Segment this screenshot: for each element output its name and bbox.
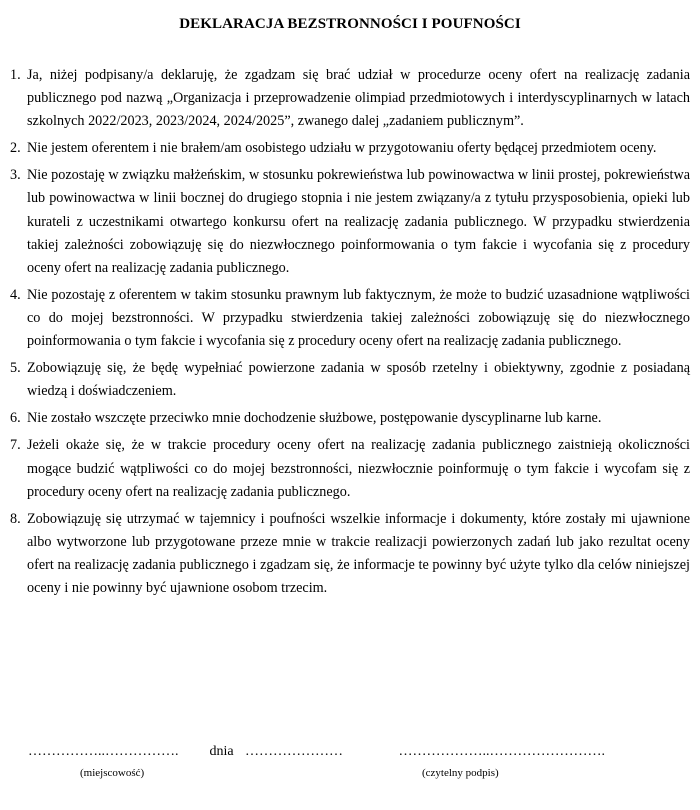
item-text: Nie pozostaję w związku małżeńskim, w stosunku pokrewieństwa lub powinowactwa w linii prostej, pokrewieństwa lub powinowactwa w linii bocznej do drugiego stopnia i nie jestem związany/a z tytułu przysposobienia, opieki lub kurateli z uczestnikami otwartego konkursu ofert na realizację zadania publicznego. W przypadku stwierdzenia takiej zależności zobowiązuję się do niezwłocznego poinformowania o tym fakcie i wycofania się z procedury oceny ofert na realizację zadania publicznego.	[27, 167, 690, 276]
item-number: 6.	[10, 410, 21, 427]
item-number: 8.	[10, 510, 21, 527]
signature-caption: (czytelny podpis)	[422, 767, 499, 779]
place-caption: (miejscowość)	[80, 767, 145, 779]
place-field[interactable]: ……………..…………….	[28, 744, 179, 759]
document-title: DEKLARACJA BEZSTRONNOŚCI I POUFNOŚCI	[179, 16, 521, 32]
item-number: 4.	[10, 286, 21, 303]
item-number: 1.	[10, 67, 21, 83]
declaration-item-3	[10, 164, 690, 279]
declaration-list	[10, 64, 690, 604]
item-text: Ja, niżej podpisany/a deklaruję, że zgadzam się brać udział w procedurze oceny ofert na realizację zadania publicznego pod nazwą „Organizacja i przeprowadzenie olimpiad przedmiotowych i interdyscyplinarnych w latach szkolnych 2022/2023, 2023/2024, 2024/2025”, zwanego dalej „zadaniem publicznym”.	[27, 67, 690, 130]
declaration-item-1	[10, 64, 690, 133]
declaration-item-2	[10, 137, 690, 160]
item-text: Zobowiązuję się, że będę wypełniać powierzone zadania w sposób rzetelny i obiektywny, zgodnie z posiadaną wiedzą i doświadczeniem.	[27, 360, 690, 400]
item-number: 2.	[10, 140, 21, 157]
item-number: 3.	[10, 167, 21, 184]
item-text: Nie jestem oferentem i nie brałem/am osobistego udziału w przygotowaniu oferty będącej przedmiotem oceny.	[27, 140, 657, 157]
declaration-item-4	[10, 284, 690, 353]
signature-field[interactable]: ………………..…………………….	[398, 744, 605, 759]
item-number: 5.	[10, 360, 21, 377]
item-text: Zobowiązuję się utrzymać w tajemnicy i poufności wszelkie informacje i dokumenty, które zostały mi ujawnione albo wytworzone lub przygotowane przeze mnie w trakcie realizacji powierzonych zadań lub jako rezultat oceny ofert na realizację zadania publicznego i zgadzam się, że informacje te powinny być użyte tylko dla celów niniejszej oceny i nie powinny być ujawnione osobom trzecim.	[27, 510, 690, 596]
declaration-item-8	[10, 508, 690, 600]
declaration-item-5	[10, 357, 690, 403]
declaration-item-7	[10, 434, 690, 503]
item-text: Jeżeli okaże się, że w trakcie procedury oceny ofert na realizację zadania publicznego zaistnieją okoliczności mogące budzić wątpliwości co do mojej bezstronności, niezwłocznie poinformuję o tym fakcie i wycofam się z procedury oceny ofert na realizację zadania publicznego.	[27, 437, 690, 500]
item-text: Nie zostało wszczęte przeciwko mnie dochodzenie służbowe, postępowanie dyscyplinarne lub karne.	[27, 410, 602, 427]
item-text: Nie pozostaję z oferentem w takim stosunku prawnym lub faktycznym, że może to budzić uzasadnione wątpliwości co do mojej bezstronności. W przypadku stwierdzenia takiej zależności zobowiązuję się do niezwłocznego poinformowania o tym fakcie i wycofania się z procedury oceny ofert na realizację zadania publicznego.	[27, 286, 690, 350]
date-label: dnia	[209, 744, 234, 759]
item-number: 7.	[10, 437, 21, 454]
date-field[interactable]: …………………	[245, 744, 343, 759]
declaration-item-6	[10, 407, 690, 430]
signature-line	[28, 744, 639, 760]
